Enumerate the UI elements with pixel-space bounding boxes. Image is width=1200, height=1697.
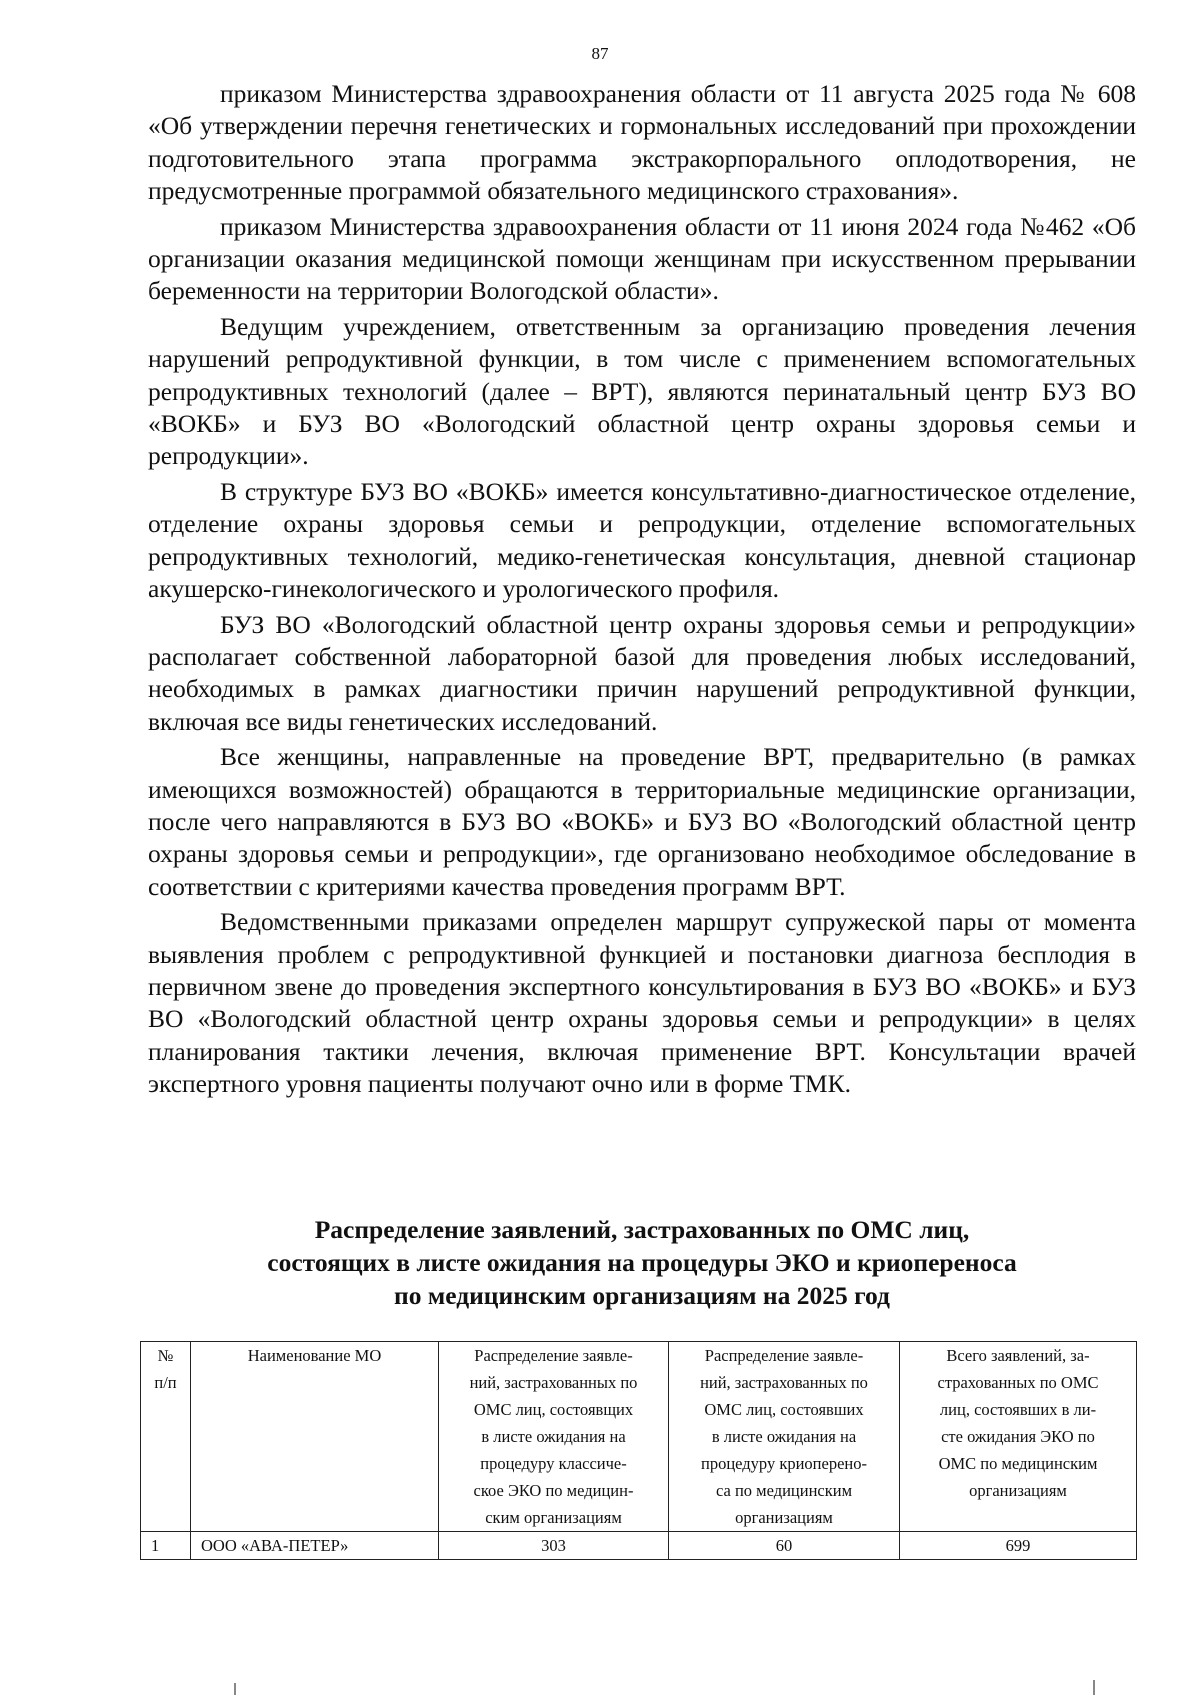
header-line: процедуру классиче-	[480, 1454, 627, 1473]
cell-total-count: 699	[900, 1532, 1137, 1560]
header-line: са по медицинским	[715, 1481, 853, 1500]
paragraph-women-referral: Все женщины, направленные на проведение ВРТ, предварительно (в рамках имеющихся возможностей) обращаются в территориальные медицинские организации, после чего направляются в БУЗ ВО «ВОКБ» и БУЗ ВО «Вологодский областной центр охраны здоровья семьи и репродукции», где организовано необходимое обследование в соответствии с критериями качества проведения программ ВРТ.	[148, 742, 1136, 901]
table-row	[141, 1532, 1137, 1560]
header-line: ским организациям	[485, 1508, 622, 1527]
scan-artifact	[1093, 1680, 1095, 1695]
paragraph-vokb-structure: В структуре БУЗ ВО «ВОКБ» имеется консультативно-диагностическое отделение, отделение охраны здоровья семьи и репродукции, отделение вспомогательных репродуктивных технологий, медико-генетическая консультация, дневной стационар акушерско-гинекологического и урологического профиля.	[148, 476, 1136, 604]
header-line: Распределение заявле-	[704, 1346, 864, 1365]
header-line: ОМС по медицинским	[938, 1454, 1098, 1473]
header-line: организациям	[969, 1481, 1067, 1500]
cell-eco-count: 303	[439, 1532, 669, 1560]
section-title-line: Распределение заявлений, застрахованных по ОМС лиц,	[314, 1215, 970, 1244]
body-text	[148, 78, 1136, 1104]
header-line: в листе ожидания на	[481, 1427, 626, 1446]
scan-artifact	[234, 1683, 236, 1695]
header-line: №	[157, 1346, 174, 1365]
section-title-line: состоящих в листе ожидания на процедуры ЭКО и криопереноса	[267, 1248, 1017, 1277]
cell-cryo-count: 60	[669, 1532, 900, 1560]
page-number: 87	[591, 44, 609, 63]
header-line: в листе ожидания на	[711, 1427, 857, 1446]
header-line: процедуру криоперено-	[701, 1454, 867, 1473]
header-line: ское ЭКО по медицин-	[473, 1481, 634, 1500]
paragraph-couple-route: Ведомственными приказами определен маршрут супружеской пары от момента выявления проблем с репродуктивной функцией и постановки диагноза бесплодия в первичном звене до проведения экспертного консультирования в БУЗ ВО «ВОКБ» и БУЗ ВО «Вологодский областной центр охраны здоровья семьи и репродукции» в целях планирования тактики лечения, включая применение ВРТ. Консультации врачей экспертного уровня пациенты получают очно или в форме ТМК.	[148, 907, 1136, 1099]
header-cryo-distribution	[669, 1342, 900, 1532]
header-line: Распределение заявле-	[474, 1346, 633, 1365]
section-title	[148, 1213, 1136, 1312]
header-eco-distribution	[439, 1342, 669, 1532]
header-line: ний, застрахованных по	[700, 1373, 868, 1392]
table-header-row	[141, 1342, 1137, 1532]
header-number	[141, 1342, 191, 1532]
paragraph-leading-institution: Ведущим учреждением, ответственным за организацию проведения лечения нарушений репродуктивной функции, в том числе с применением вспомогательных репродуктивных технологий (далее – ВРТ), являются перинатальный центр БУЗ ВО «ВОКБ» и БУЗ ВО «Вологодский областной центр охраны здоровья семьи и репродукции».	[148, 311, 1136, 471]
header-line: Всего заявлений, за-	[946, 1346, 1090, 1365]
header-line: лиц, состоявших в ли-	[939, 1400, 1097, 1419]
cell-mo-name: ООО «АВА-ПЕТЕР»	[191, 1532, 439, 1560]
paragraph-lab-base: БУЗ ВО «Вологодский областной центр охраны здоровья семьи и репродукции» располагает собственной лабораторной базой для проведения любых исследований, необходимых в рамках диагностики причин нарушений репродуктивной функции, включая все виды генетических исследований.	[148, 609, 1136, 736]
section-title-line: по медицинским организациям на 2025 год	[394, 1281, 890, 1310]
distribution-table	[140, 1341, 1137, 1560]
header-line: страхованных по ОМС	[937, 1373, 1099, 1392]
header-line: организациям	[735, 1508, 833, 1527]
header-line: сте ожидания ЭКО по	[941, 1427, 1095, 1446]
header-line: ОМС лиц, состоявших	[704, 1400, 864, 1419]
header-mo-name	[191, 1342, 439, 1532]
header-line: п/п	[154, 1373, 177, 1392]
paragraph-order-608: приказом Министерства здравоохранения области от 11 августа 2025 года № 608 «Об утверждении перечня генетических и гормональных исследований при прохождении подготовительного этапа программа экстракорпорального оплодотворения, не предусмотренные программой обязательного медицинского страхования».	[148, 79, 1136, 206]
paragraph-order-462: приказом Министерства здравоохранения области от 11 июня 2024 года №462 «Об организации оказания медицинской помощи женщинам при искусственном прерывании беременности на территории Вологодской области».	[148, 211, 1136, 306]
header-line: ний, застрахованных по	[469, 1373, 638, 1392]
header-total	[900, 1342, 1137, 1532]
header-line: ОМС лиц, состоявщих	[473, 1400, 634, 1419]
cell-number: 1	[141, 1532, 191, 1560]
header-line: Наименование МО	[247, 1346, 382, 1365]
